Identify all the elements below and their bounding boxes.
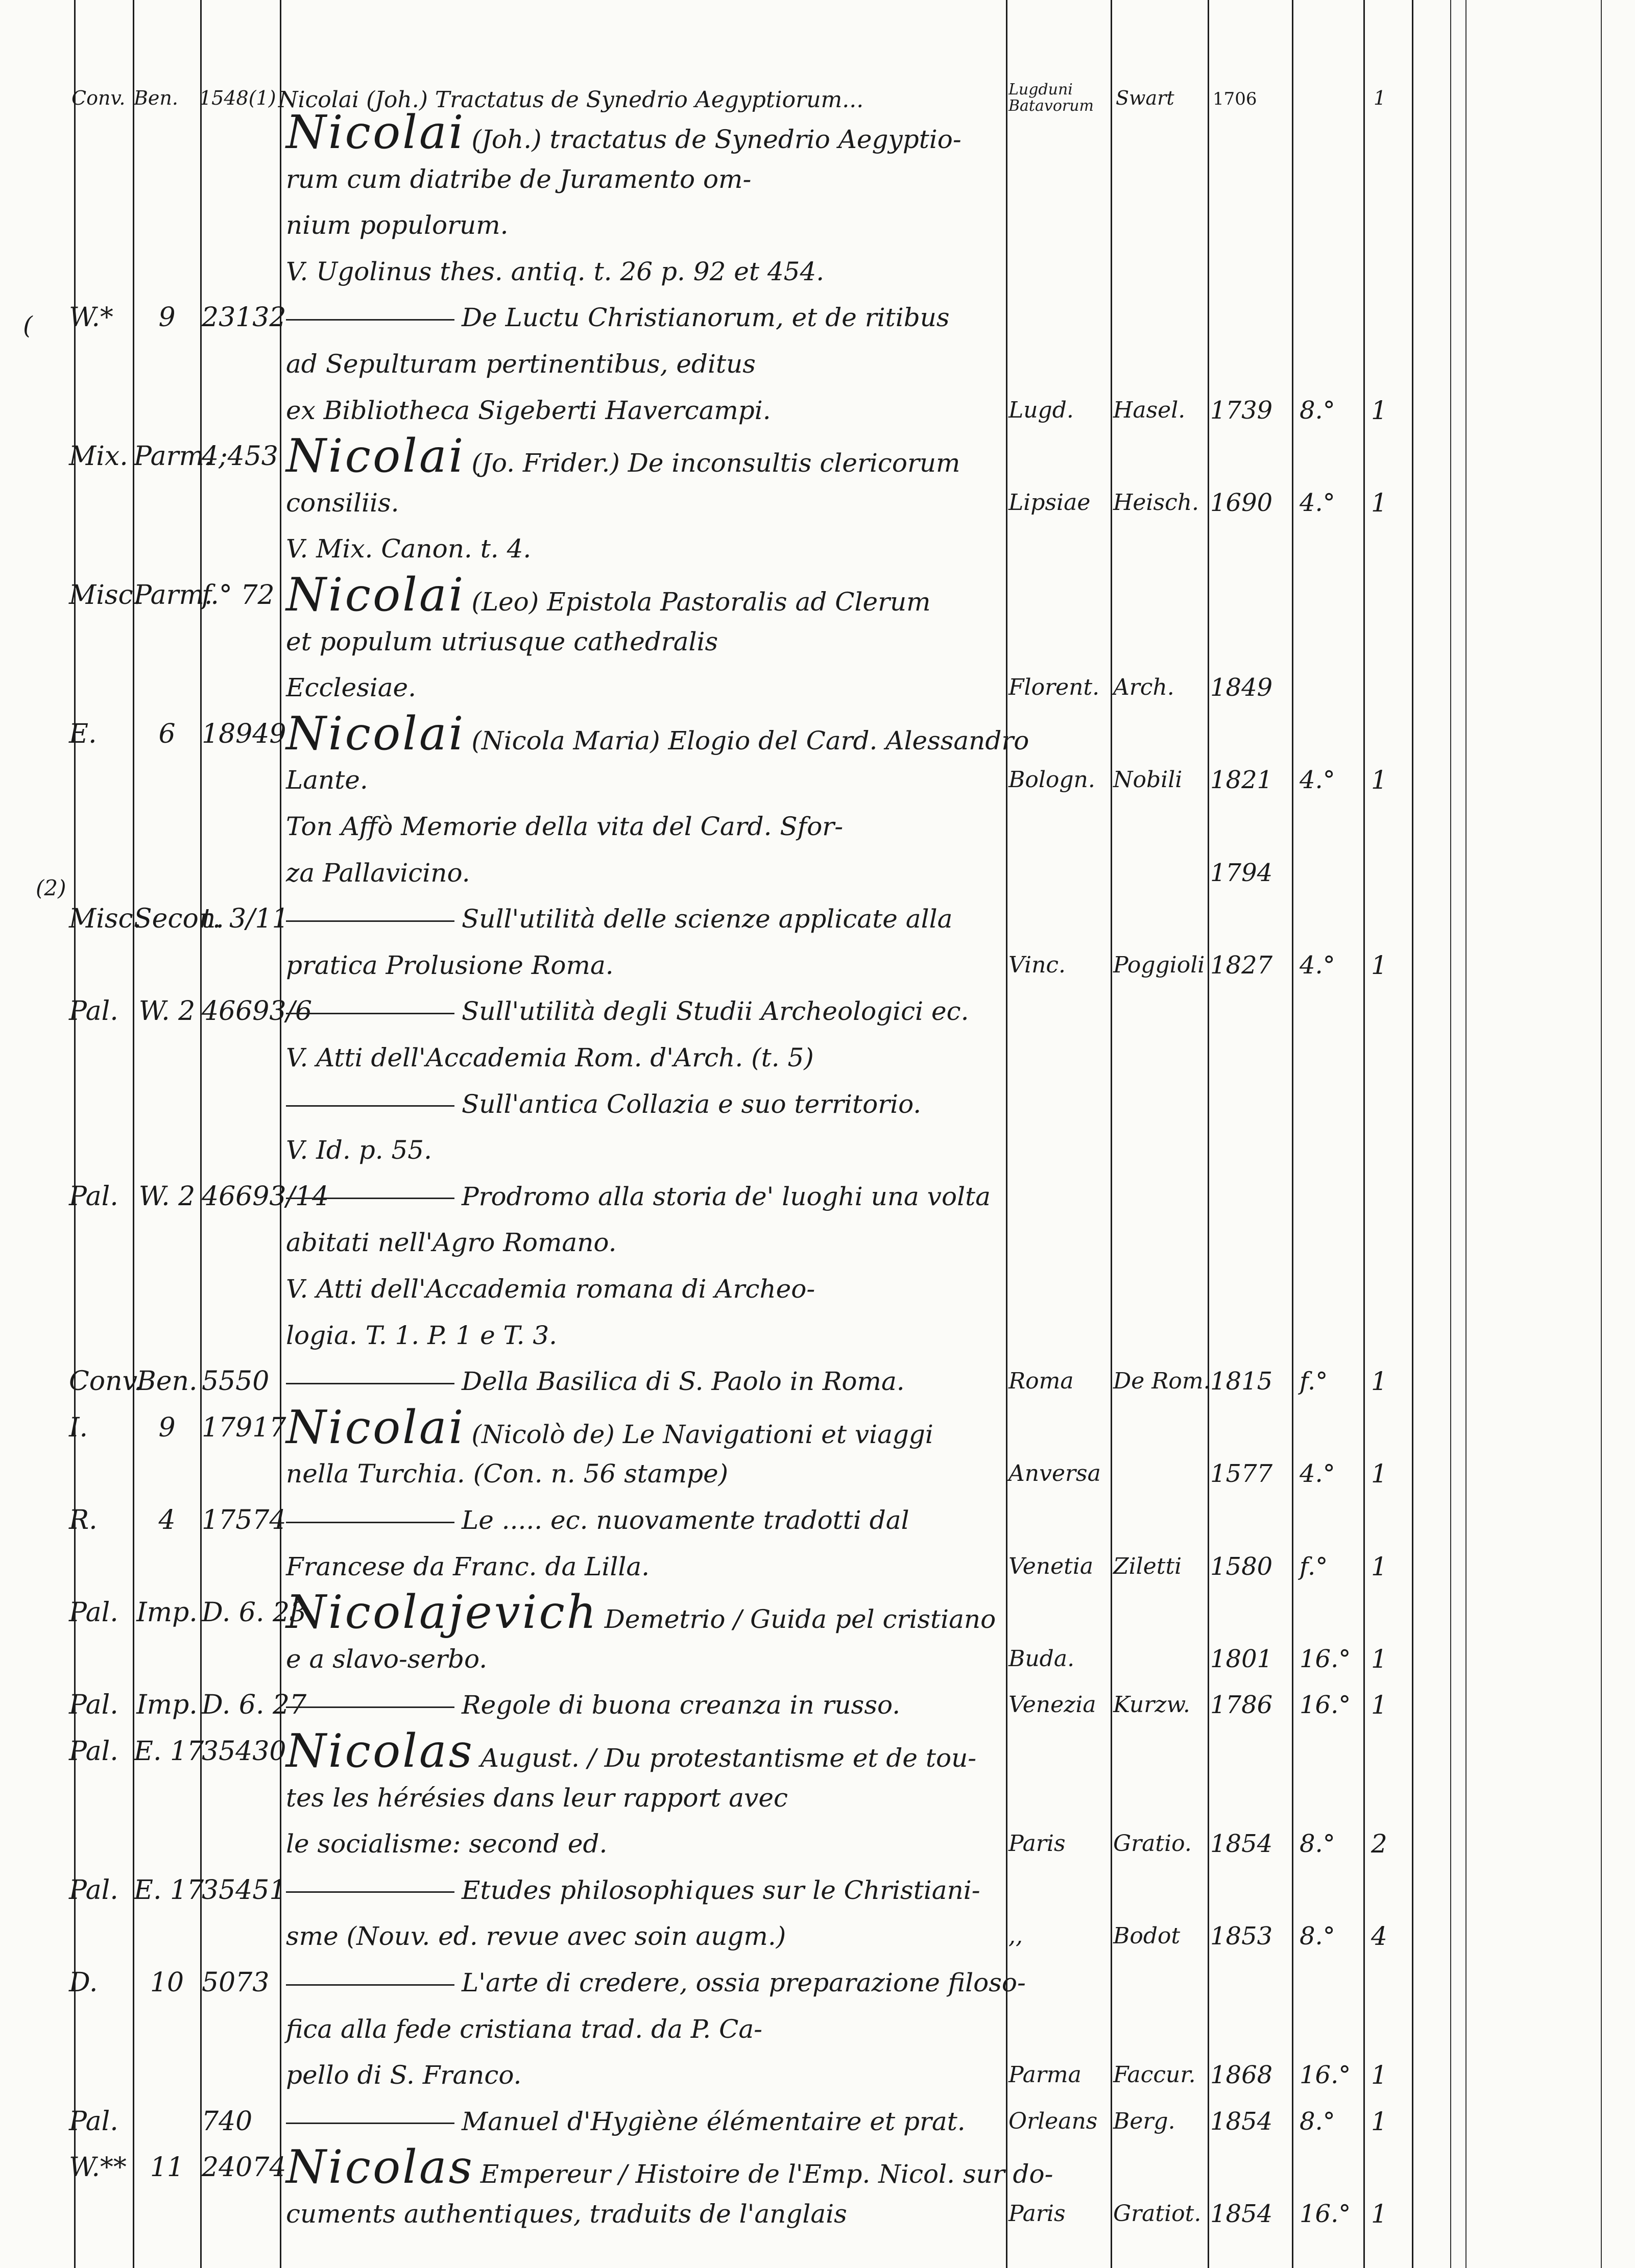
author-name: Nicolai [286, 706, 466, 761]
shelf-cell: E. 17 [134, 1874, 204, 1906]
entry-text: consiliis. [286, 487, 399, 518]
place-cell: Venezia [1008, 1692, 1096, 1718]
catalog-row [0, 387, 1635, 433]
catalog-row [0, 1081, 1635, 1127]
catalog-row [0, 341, 1635, 387]
year-cell: 1853 [1210, 1922, 1273, 1951]
header-publisher: Swart [1116, 87, 1174, 109]
entry-cell [286, 1724, 1001, 1781]
entry-cell [286, 2099, 1001, 2144]
entry-cell [286, 2191, 1001, 2237]
catalog-row [0, 850, 1635, 896]
collection-cell: Pal. [69, 1597, 118, 1628]
collection-cell: Pal. [69, 996, 118, 1027]
entry-cell [286, 1775, 1001, 1821]
place-cell: Parma [1008, 2062, 1081, 2088]
format-cell: 16.° [1300, 2061, 1351, 2090]
catalog-row [0, 665, 1635, 711]
margin-note: ( [23, 311, 33, 340]
year-cell: 1794 [1210, 858, 1273, 887]
shelf-cell: 11 [150, 2152, 184, 2183]
header-copies: 1 [1374, 87, 1386, 109]
entry-text: nella Turchia. (Con. n. 56 stampe) [286, 1459, 729, 1489]
entry-cell [286, 2052, 1001, 2098]
entry-text: Etudes philosophiques sur le Christiani- [462, 1875, 980, 1905]
entry-cell [286, 1960, 1026, 2006]
entry-text: V. Mix. Canon. t. 4. [286, 534, 532, 564]
year-cell: 1801 [1210, 1644, 1273, 1673]
catalog-row [0, 106, 1635, 159]
catalog-row [0, 1586, 1635, 1640]
copies-cell: 1 [1371, 2199, 1387, 2229]
entry-text: rum cum diatribe de Juramento om- [286, 164, 752, 194]
copies-cell: 1 [1371, 487, 1387, 518]
entry-cell [286, 480, 1001, 526]
entry-text: nium populorum. [286, 210, 509, 240]
copies-cell: 1 [1371, 1551, 1387, 1581]
catalog-row [0, 1724, 1635, 1778]
entry-cell [286, 803, 1001, 849]
collection-cell: R. [69, 1505, 98, 1535]
entry-cell [286, 156, 1001, 202]
format-cell: 16.° [1300, 2200, 1351, 2228]
entry-text: (Nicolò de) Le Navigationi et viaggi [471, 1419, 933, 1449]
author-name: Nicolai [286, 429, 466, 483]
catalog-row [0, 1867, 1635, 1913]
collection-cell: Pal. [69, 1736, 118, 1767]
catalog-row [0, 568, 1635, 622]
publisher-cell: Gratiot. [1113, 2201, 1201, 2227]
entry-cell [286, 429, 1001, 486]
collection-cell: Pal. [69, 1181, 118, 1212]
entry-cell [286, 1312, 1001, 1358]
ditto-line [286, 1984, 454, 1986]
header-ben: Ben. [134, 87, 178, 109]
year-cell: 1849 [1210, 673, 1273, 702]
year-cell: 1577 [1210, 1459, 1273, 1489]
place-cell: Vinc. [1008, 952, 1066, 978]
format-cell: 16.° [1300, 1691, 1351, 1720]
entry-cell [286, 341, 1001, 387]
author-name: Nicolajevich [286, 1586, 598, 1640]
catalog-row [0, 249, 1635, 295]
shelf-cell: Ben. [136, 1366, 198, 1397]
entry-text: za Pallavicino. [286, 858, 470, 888]
entry-text: (Nicola Maria) Elogio del Card. Alessandro [471, 725, 1029, 755]
header-year: 1706 [1213, 89, 1257, 109]
entry-cell [286, 942, 1001, 988]
entry-cell [286, 706, 1029, 764]
header-conv: Conv. [71, 87, 126, 109]
author-name: Nicolai [286, 106, 466, 159]
format-cell: 4.° [1300, 1459, 1335, 1489]
copies-cell: 1 [1371, 765, 1387, 795]
year-cell: 1580 [1210, 1552, 1273, 1581]
year-cell: 1739 [1210, 396, 1273, 425]
entry-cell [286, 619, 1001, 665]
entry-text: abitati nell'Agro Romano. [286, 1228, 617, 1258]
shelf-cell: 4 [158, 1505, 176, 1535]
catalog-row [0, 1220, 1635, 1265]
catalog-row [0, 1544, 1635, 1590]
entry-cell [286, 896, 1001, 942]
entry-cell [286, 1867, 1001, 1913]
number-cell: 46693/6 [202, 996, 312, 1027]
catalog-row [0, 526, 1635, 572]
entry-cell [286, 1266, 1001, 1312]
catalog-row [0, 1913, 1635, 1959]
catalog-row [0, 202, 1635, 248]
entry-text: Prodromo alla storia de' luoghi una volta [462, 1181, 991, 1211]
catalog-row [0, 295, 1635, 340]
catalog-row [0, 1775, 1635, 1821]
copies-cell: 1 [1371, 1367, 1387, 1397]
catalog-row [0, 1312, 1635, 1358]
shelf-cell: 9 [158, 1412, 176, 1443]
entry-text: le socialisme: second ed. [286, 1829, 608, 1859]
header-place: Lugduni Batavorum [1008, 81, 1094, 115]
entry-cell [286, 2140, 1053, 2197]
place-cell: Bologn. [1008, 767, 1095, 793]
year-cell: 1854 [1210, 2107, 1273, 2136]
collection-cell: Misc. [69, 904, 142, 935]
number-cell: 24074 [202, 2152, 286, 2183]
year-cell: 1827 [1210, 950, 1273, 980]
shelf-cell: W. 2 [138, 1181, 196, 1212]
entry-cell [286, 249, 1001, 295]
number-cell: 740 [202, 2106, 253, 2137]
entry-cell [286, 1220, 1001, 1265]
publisher-cell: Ziletti [1113, 1553, 1182, 1579]
shelf-cell: E. 17 [134, 1736, 204, 1767]
author-name: Nicolai [286, 568, 466, 622]
catalog-row [0, 757, 1635, 803]
year-cell: 1868 [1210, 2061, 1273, 2090]
number-cell: f.° 72 [202, 580, 275, 611]
entry-cell [286, 202, 1001, 248]
number-cell: 18949 [202, 718, 286, 749]
format-cell: 16.° [1300, 1644, 1351, 1673]
entry-text: (Joh.) tractatus de Synedrio Aegyptio- [471, 125, 961, 154]
number-cell: 5550 [202, 1366, 270, 1397]
catalog-row [0, 480, 1635, 526]
number-cell: 5073 [202, 1967, 270, 1998]
ditto-line [286, 1706, 454, 1708]
copies-cell: 2 [1371, 1829, 1387, 1859]
copies-cell: 4 [1371, 1921, 1387, 1952]
entry-cell [286, 988, 1001, 1034]
place-cell: Buda. [1008, 1645, 1075, 1672]
entry-cell [286, 1636, 1001, 1682]
author-name: Nicolai [286, 1400, 466, 1454]
collection-cell: Conv. [69, 1366, 143, 1397]
entry-cell [286, 1358, 1001, 1404]
place-cell: Paris [1008, 1831, 1066, 1857]
format-cell: 4.° [1300, 488, 1335, 517]
author-name: Nicolas [286, 2140, 474, 2194]
place-cell: Orleans [1008, 2108, 1098, 2134]
place-cell: Lugd. [1008, 397, 1074, 423]
catalog-row [0, 1358, 1635, 1404]
entry-text: (Jo. Frider.) De inconsultis clericorum [471, 448, 960, 478]
place-cell: Roma [1008, 1368, 1074, 1395]
number-cell: 35451 [202, 1874, 286, 1906]
entry-text: pello di S. Franco. [286, 2060, 522, 2090]
entry-cell [286, 1451, 1001, 1497]
entry-text: L'arte di credere, ossia preparazione filoso- [462, 1968, 1026, 1997]
catalog-row [0, 1821, 1635, 1867]
collection-cell: I. [69, 1412, 88, 1443]
publisher-cell: Faccur. [1113, 2062, 1196, 2088]
shelf-cell: 10 [150, 1967, 184, 1998]
entry-text: pratica Prolusione Roma. [286, 950, 614, 980]
header-number: 1548(1) [199, 87, 276, 109]
publisher-cell: Bodot [1113, 1923, 1181, 1949]
number-cell: 23132 [202, 302, 286, 333]
format-cell: f.° [1300, 1367, 1328, 1396]
entry-text: logia. T. 1. P. 1 e T. 3. [286, 1320, 558, 1350]
catalog-row [0, 896, 1635, 942]
entry-cell [286, 1400, 1001, 1457]
entry-cell [286, 1081, 1001, 1127]
publisher-cell: Arch. [1113, 674, 1174, 701]
entry-text: sme (Nouv. ed. revue avec soin augm.) [286, 1921, 786, 1952]
number-cell: 4;453 [202, 441, 278, 472]
ditto-line [286, 1891, 454, 1893]
entry-cell [286, 757, 1001, 803]
entry-text: cuments authentiques, traduits de l'anglais [286, 2199, 847, 2229]
entry-text: V. Atti dell'Accademia romana di Archeo- [286, 1274, 815, 1304]
ditto-line [286, 1522, 454, 1523]
ditto-line [286, 1013, 454, 1014]
catalog-row [0, 2099, 1635, 2144]
place-cell: Anversa [1008, 1460, 1101, 1487]
entry-cell [286, 1682, 1001, 1728]
shelf-cell: Imp. [136, 1597, 198, 1628]
catalog-row [0, 1636, 1635, 1682]
collection-cell: D. [69, 1967, 98, 1998]
entry-cell [286, 387, 1001, 433]
shelf-cell: 9 [158, 302, 176, 333]
catalog-row [0, 1400, 1635, 1454]
ditto-line [286, 1105, 454, 1107]
entry-text: Empereur / Histoire de l'Emp. Nicol. sur do- [480, 2159, 1053, 2189]
catalog-row [0, 803, 1635, 849]
place-cell: Lipsiae [1008, 489, 1091, 516]
shelf-cell: 6 [158, 718, 176, 749]
format-cell: 8.° [1300, 1830, 1335, 1859]
entry-text: Della Basilica di S. Paolo in Roma. [462, 1367, 905, 1397]
catalog-row [0, 1266, 1635, 1312]
format-cell: 8.° [1300, 396, 1335, 425]
entry-text: Demetrio / Guida pel cristiano [604, 1604, 996, 1635]
collection-cell: Misc. [69, 580, 142, 611]
catalog-row [0, 2140, 1635, 2194]
year-cell: 1690 [1210, 488, 1273, 517]
catalog-row [0, 988, 1635, 1034]
entry-text: Manuel d'Hygiène élémentaire et prat. [462, 2106, 966, 2136]
entry-cell [286, 2006, 1001, 2052]
shelf-cell: W. 2 [138, 996, 196, 1027]
catalog-row [0, 1174, 1635, 1220]
entry-text: Le ..... ec. nuovamente tradotti dal [462, 1505, 909, 1535]
publisher-cell: Kurzw. [1113, 1692, 1190, 1718]
copies-cell: 1 [1371, 2060, 1387, 2090]
entry-text: e a slavo-serbo. [286, 1644, 488, 1674]
catalog-row [0, 1035, 1635, 1081]
catalog-row [0, 156, 1635, 202]
number-cell: t. 3/11 [202, 904, 289, 935]
ditto-line [286, 920, 454, 922]
entry-text: V. Id. p. 55. [286, 1135, 432, 1165]
collection-cell: Pal. [69, 1690, 118, 1721]
place-cell: Paris [1008, 2201, 1066, 2227]
publisher-cell: De Rom. [1113, 1368, 1211, 1395]
collection-cell: W.* [69, 302, 113, 333]
entry-text: Francese da Franc. da Lilla. [286, 1551, 650, 1581]
entry-text: ex Bibliotheca Sigeberti Havercampi. [286, 395, 771, 425]
entry-cell [286, 1497, 1001, 1543]
publisher-cell: Heisch. [1113, 489, 1199, 516]
entry-text: Lante. [286, 765, 368, 795]
entry-cell [286, 1913, 1001, 1959]
entry-text: Regole di buona creanza in russo. [462, 1690, 901, 1720]
copies-cell: 1 [1371, 395, 1387, 425]
entry-cell [286, 526, 1001, 572]
author-name: Nicolas [286, 1724, 474, 1778]
copies-cell: 1 [1371, 2106, 1387, 2136]
catalog-row [0, 942, 1635, 988]
catalog-row [0, 1127, 1635, 1173]
ditto-line [286, 1383, 454, 1384]
number-cell: D. 6. 27 [202, 1690, 307, 1721]
entry-cell [286, 1127, 1001, 1173]
entry-text: Sull'antica Collazia e suo territorio. [462, 1089, 922, 1119]
entry-cell [286, 850, 1001, 896]
shelf-cell: Parm. [134, 441, 213, 472]
entry-text: tes les hérésies dans leur rapport avec [286, 1783, 788, 1813]
number-cell: 17917 [202, 1412, 286, 1443]
year-cell: 1821 [1210, 766, 1273, 795]
entry-cell [286, 295, 1001, 340]
collection-cell: E. [69, 718, 97, 749]
publisher-cell: Gratio. [1113, 1831, 1192, 1857]
catalog-row [0, 619, 1635, 665]
copies-cell: 1 [1371, 1644, 1387, 1674]
entry-text: (Leo) Epistola Pastoralis ad Clerum [471, 587, 931, 617]
entry-text: Ecclesiae. [286, 673, 417, 703]
entry-text: August. / Du protestantisme et de tou- [480, 1743, 977, 1773]
format-cell: 8.° [1300, 2107, 1335, 2136]
place-cell: ,, [1008, 1923, 1023, 1949]
catalog-row [0, 1960, 1635, 2006]
shelf-cell: Parm. [134, 580, 213, 611]
entry-text: Sull'utilità degli Studii Archeologici ec. [462, 996, 969, 1027]
format-cell: 8.° [1300, 1922, 1335, 1951]
collection-cell: W.** [69, 2152, 127, 2183]
shelf-cell: Secon. [134, 904, 224, 935]
entry-text: V. Ugolinus thes. antiq. t. 26 p. 92 et 454. [286, 256, 825, 286]
catalog-row [0, 2191, 1635, 2237]
publisher-cell: Hasel. [1113, 397, 1186, 423]
year-cell: 1786 [1210, 1691, 1273, 1720]
entry-cell [286, 1035, 1001, 1081]
entry-cell [286, 106, 1001, 162]
catalog-row [0, 1682, 1635, 1728]
collection-cell: Pal. [69, 2106, 118, 2137]
year-cell: 1815 [1210, 1367, 1273, 1396]
number-cell: 35430 [202, 1736, 286, 1767]
entry-text: De Luctu Christianorum, et de ritibus [462, 303, 950, 333]
collection-cell: Pal. [69, 1874, 118, 1906]
entry-text: Ton Affò Memorie della vita del Card. Sfor- [286, 812, 844, 841]
publisher-cell: Poggioli [1113, 952, 1205, 978]
entry-text: fica alla fede cristiana trad. da P. Ca- [286, 2014, 763, 2044]
entry-cell [286, 1586, 1001, 1642]
catalog-row [0, 429, 1635, 483]
publisher-cell: Nobili [1113, 767, 1183, 793]
catalog-row [0, 706, 1635, 761]
format-cell: f.° [1300, 1552, 1328, 1581]
number-cell: D. 6. 23 [202, 1597, 307, 1628]
copies-cell: 1 [1371, 1690, 1387, 1720]
entry-text: ad Sepulturam pertinentibus, editus [286, 349, 756, 379]
collection-cell: Mix. [69, 441, 128, 472]
entry-cell [286, 568, 1001, 625]
entry-cell [286, 665, 1001, 711]
shelf-cell: Imp. [136, 1690, 198, 1721]
year-cell: 1854 [1210, 1830, 1273, 1859]
entry-cell [286, 1821, 1001, 1867]
ditto-line [286, 1198, 454, 1199]
catalog-row [0, 2006, 1635, 2052]
year-cell: 1854 [1210, 2200, 1273, 2228]
place-cell: Venetia [1008, 1553, 1094, 1579]
publisher-cell: Berg. [1113, 2108, 1175, 2134]
catalog-row [0, 2052, 1635, 2098]
format-cell: 4.° [1300, 950, 1335, 980]
number-cell: 17574 [202, 1505, 286, 1535]
header-title: Nicolai (Joh.) Tractatus de Synedrio Aegyptiorum... [278, 87, 864, 113]
catalog-row [0, 1497, 1635, 1543]
margin-note: (2) [36, 875, 66, 900]
entry-text: V. Atti dell'Accademia Rom. d'Arch. (t. 5) [286, 1043, 814, 1072]
entry-text: et populum utriusque cathedralis [286, 626, 718, 656]
ditto-line [286, 2123, 454, 2124]
copies-cell: 1 [1371, 1459, 1387, 1489]
catalog-row [0, 1451, 1635, 1497]
place-cell: Florent. [1008, 674, 1100, 701]
ditto-line [286, 319, 454, 321]
entry-cell [286, 1174, 1001, 1220]
entry-text: Sull'utilità delle scienze applicate alla [462, 904, 953, 934]
format-cell: 4.° [1300, 766, 1335, 795]
entry-cell [286, 1544, 1001, 1590]
copies-cell: 1 [1371, 950, 1387, 980]
number-cell: 46693/14 [202, 1181, 329, 1212]
